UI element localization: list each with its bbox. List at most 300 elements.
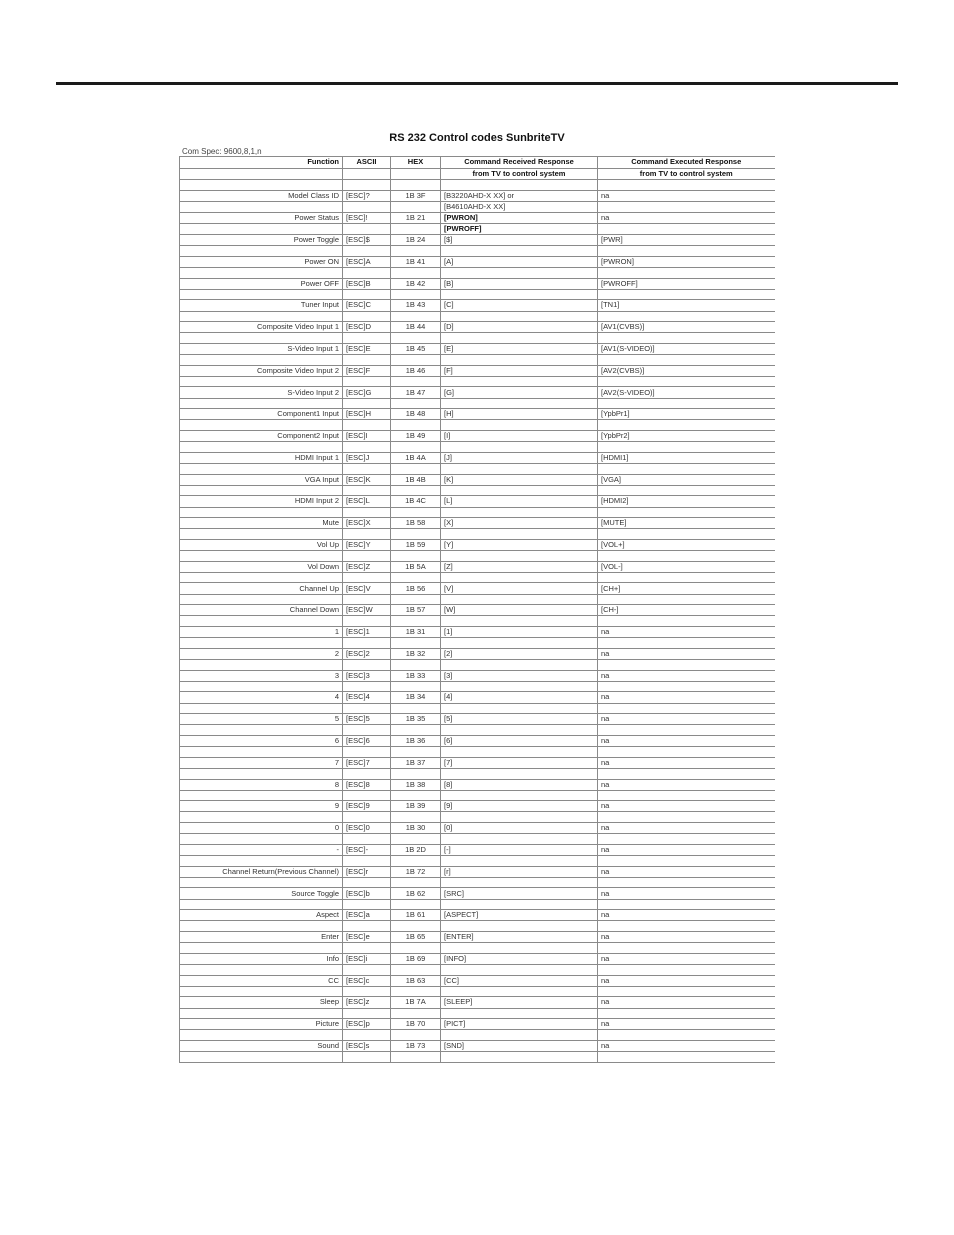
cell-function: Composite Video Input 2 (180, 365, 343, 376)
gap-row (180, 442, 775, 453)
table-row (180, 474, 775, 485)
table-row (180, 670, 775, 681)
empty-cell (343, 463, 391, 474)
cell-received: [3] (441, 670, 598, 681)
gap-row (180, 529, 775, 540)
cell-received: [4] (441, 692, 598, 703)
cell-executed: na (598, 670, 775, 681)
empty-cell (180, 223, 343, 234)
empty-cell (598, 812, 775, 823)
empty-cell (343, 986, 391, 997)
cell-ascii: [ESC]Y (343, 539, 391, 550)
cell-function: Channel Down (180, 605, 343, 616)
gap-row (180, 311, 775, 322)
empty-cell (391, 1052, 441, 1063)
empty-cell (180, 834, 343, 845)
empty-cell (441, 1052, 598, 1063)
gap-row (180, 420, 775, 431)
cell-ascii: [ESC]B (343, 278, 391, 289)
empty-cell (598, 681, 775, 692)
empty-cell (343, 1052, 391, 1063)
cell-function: Composite Video Input 1 (180, 322, 343, 333)
cell-received: [PICT] (441, 1019, 598, 1030)
empty-cell (598, 768, 775, 779)
cell-hex: 1B 4B (391, 474, 441, 485)
cell-hex: 1B 45 (391, 343, 441, 354)
empty-cell (441, 1008, 598, 1019)
cell-received: [CC] (441, 975, 598, 986)
empty-cell (598, 485, 775, 496)
empty-cell (598, 333, 775, 344)
empty-cell (391, 333, 441, 344)
cell-received: [F] (441, 365, 598, 376)
cell-ascii: [ESC]5 (343, 714, 391, 725)
cell-function: HDMI Input 1 (180, 452, 343, 463)
cell-executed: na (598, 627, 775, 638)
empty-cell (598, 986, 775, 997)
empty-cell (441, 703, 598, 714)
cell-hex: 1B 57 (391, 605, 441, 616)
cell-received: [SLEEP] (441, 997, 598, 1008)
empty-cell (391, 790, 441, 801)
empty-cell (343, 681, 391, 692)
empty-cell (598, 594, 775, 605)
cell-hex: 1B 44 (391, 322, 441, 333)
empty-cell (343, 333, 391, 344)
table-row (180, 322, 775, 333)
cell-executed: na (598, 801, 775, 812)
header-empty (391, 168, 441, 180)
cell-received: [B] (441, 278, 598, 289)
empty-cell (343, 201, 391, 212)
empty-cell (391, 638, 441, 649)
empty-cell (598, 201, 775, 212)
cell-executed: [TN1] (598, 300, 775, 311)
empty-cell (391, 311, 441, 322)
empty-cell (391, 507, 441, 518)
cell-ascii: [ESC]L (343, 496, 391, 507)
empty-cell (598, 420, 775, 431)
cell-function: 3 (180, 670, 343, 681)
cell-received: [SRC] (441, 888, 598, 899)
empty-cell (598, 376, 775, 387)
cell-received: [Y] (441, 539, 598, 550)
empty-cell (441, 572, 598, 583)
cell-received: [D] (441, 322, 598, 333)
empty-cell (180, 507, 343, 518)
empty-cell (598, 616, 775, 627)
cell-executed: [CH-] (598, 605, 775, 616)
table-row (180, 300, 775, 311)
empty-cell (391, 442, 441, 453)
cell-function: Channel Return(Previous Channel) (180, 866, 343, 877)
gap-row (180, 594, 775, 605)
cell-executed: na (598, 1040, 775, 1051)
cell-executed: na (598, 931, 775, 942)
gap-row (180, 768, 775, 779)
empty-cell (343, 376, 391, 387)
empty-cell (391, 267, 441, 278)
cell-ascii: [ESC]6 (343, 735, 391, 746)
top-rule (56, 82, 898, 85)
cell-function: Power OFF (180, 278, 343, 289)
gap-row (180, 986, 775, 997)
gap-row (180, 246, 775, 257)
cell-executed: [MUTE] (598, 518, 775, 529)
cell-received: [K] (441, 474, 598, 485)
cell-executed: [AV2(S-VIDEO)] (598, 387, 775, 398)
empty-cell (180, 463, 343, 474)
table-row (180, 1040, 775, 1051)
cell-hex: 1B 69 (391, 953, 441, 964)
cell-ascii: [ESC]E (343, 343, 391, 354)
cell-ascii: [ESC]a (343, 910, 391, 921)
empty-cell (391, 899, 441, 910)
empty-cell (441, 877, 598, 888)
table-row (180, 234, 775, 245)
empty-cell (391, 355, 441, 366)
cell-executed: [PWROFF] (598, 278, 775, 289)
empty-cell (180, 703, 343, 714)
empty-cell (441, 1030, 598, 1041)
cell-hex: 1B 31 (391, 627, 441, 638)
empty-cell (598, 877, 775, 888)
cell-executed: na (598, 714, 775, 725)
empty-cell (180, 1030, 343, 1041)
empty-cell (180, 551, 343, 562)
empty-cell (598, 899, 775, 910)
cell-executed: na (598, 190, 775, 201)
empty-cell (180, 420, 343, 431)
empty-cell (598, 660, 775, 671)
cell-ascii: [ESC]G (343, 387, 391, 398)
empty-cell (598, 943, 775, 954)
cell-hex: 1B 34 (391, 692, 441, 703)
empty-cell (343, 834, 391, 845)
table-row (180, 801, 775, 812)
empty-cell (180, 921, 343, 932)
empty-cell (441, 267, 598, 278)
empty-cell (180, 790, 343, 801)
cell-hex: 1B 35 (391, 714, 441, 725)
empty-cell (180, 376, 343, 387)
empty-cell (343, 180, 391, 191)
cell-executed: na (598, 975, 775, 986)
gap-row (180, 747, 775, 758)
spacer-row (180, 180, 775, 191)
empty-cell (441, 463, 598, 474)
empty-cell (180, 747, 343, 758)
cell-executed: na (598, 757, 775, 768)
header-empty (343, 168, 391, 180)
gap-row (180, 289, 775, 300)
cell-hex: 1B 36 (391, 735, 441, 746)
cell-function: S-Video Input 1 (180, 343, 343, 354)
gap-row (180, 551, 775, 562)
cell-hex: 1B 72 (391, 866, 441, 877)
empty-cell (180, 1008, 343, 1019)
table-row (180, 1019, 775, 1030)
cell-function: Enter (180, 931, 343, 942)
cell-ascii: [ESC]e (343, 931, 391, 942)
empty-cell (180, 964, 343, 975)
cell-received-extra: [PWROFF] (441, 223, 598, 234)
cell-hex: 1B 24 (391, 234, 441, 245)
cell-hex: 1B 5A (391, 561, 441, 572)
cell-received: [$] (441, 234, 598, 245)
gap-row (180, 790, 775, 801)
empty-cell (391, 485, 441, 496)
cell-function: - (180, 844, 343, 855)
cell-received: [I] (441, 431, 598, 442)
cell-function: 2 (180, 648, 343, 659)
gap-row (180, 856, 775, 867)
cell-function: Source Toggle (180, 888, 343, 899)
cell-received: [A] (441, 256, 598, 267)
empty-cell (180, 572, 343, 583)
cell-hex: 1B 3F (391, 190, 441, 201)
empty-cell (343, 442, 391, 453)
empty-cell (441, 289, 598, 300)
cell-received: [7] (441, 757, 598, 768)
cell-received: [X] (441, 518, 598, 529)
empty-cell (343, 398, 391, 409)
empty-cell (441, 921, 598, 932)
empty-cell (180, 856, 343, 867)
table-row (180, 714, 775, 725)
empty-cell (391, 986, 441, 997)
empty-cell (180, 289, 343, 300)
cell-received: [0] (441, 823, 598, 834)
cell-executed: [VOL-] (598, 561, 775, 572)
empty-cell (441, 420, 598, 431)
table-row (180, 866, 775, 877)
cell-hex: 1B 4C (391, 496, 441, 507)
empty-cell (391, 616, 441, 627)
empty-cell (180, 201, 343, 212)
empty-cell (180, 660, 343, 671)
cell-received: [ENTER] (441, 931, 598, 942)
gap-row (180, 463, 775, 474)
empty-cell (180, 333, 343, 344)
empty-cell (343, 529, 391, 540)
empty-cell (391, 551, 441, 562)
cell-received: [SND] (441, 1040, 598, 1051)
header-empty (180, 168, 343, 180)
cell-ascii: [ESC]V (343, 583, 391, 594)
cell-hex: 1B 49 (391, 431, 441, 442)
cell-ascii: [ESC]K (343, 474, 391, 485)
empty-cell (598, 856, 775, 867)
cell-function: Model Class ID (180, 190, 343, 201)
table-row (180, 278, 775, 289)
empty-cell (391, 201, 441, 212)
gap-row (180, 223, 775, 234)
gap-row (180, 834, 775, 845)
cell-function: 5 (180, 714, 343, 725)
empty-cell (441, 812, 598, 823)
cell-ascii: [ESC]z (343, 997, 391, 1008)
empty-cell (343, 964, 391, 975)
empty-cell (343, 1030, 391, 1041)
empty-cell (343, 267, 391, 278)
empty-cell (391, 834, 441, 845)
empty-cell (343, 572, 391, 583)
empty-cell (343, 790, 391, 801)
empty-cell (180, 681, 343, 692)
empty-cell (180, 398, 343, 409)
empty-cell (441, 398, 598, 409)
cell-received: [ASPECT] (441, 910, 598, 921)
empty-cell (343, 943, 391, 954)
gap-row (180, 398, 775, 409)
table-row (180, 583, 775, 594)
empty-cell (391, 877, 441, 888)
gap-row (180, 376, 775, 387)
cell-received: [5] (441, 714, 598, 725)
gap-row (180, 507, 775, 518)
empty-cell (343, 812, 391, 823)
cell-received: [Z] (441, 561, 598, 572)
empty-cell (391, 768, 441, 779)
gap-row (180, 355, 775, 366)
table-row (180, 823, 775, 834)
table-row (180, 518, 775, 529)
empty-cell (343, 485, 391, 496)
cell-executed: [CH+] (598, 583, 775, 594)
empty-cell (391, 246, 441, 257)
cell-ascii: [ESC]8 (343, 779, 391, 790)
cell-ascii: [ESC]4 (343, 692, 391, 703)
empty-cell (598, 507, 775, 518)
table-row (180, 779, 775, 790)
table-row (180, 256, 775, 267)
empty-cell (343, 551, 391, 562)
header-function: Function (180, 157, 343, 169)
empty-cell (343, 921, 391, 932)
cell-executed: na (598, 212, 775, 223)
cell-ascii: [ESC]1 (343, 627, 391, 638)
cell-hex: 1B 48 (391, 409, 441, 420)
cell-received: [2] (441, 648, 598, 659)
empty-cell (598, 790, 775, 801)
cell-ascii: [ESC]W (343, 605, 391, 616)
cell-hex: 1B 59 (391, 539, 441, 550)
cell-received: [PWRON] (441, 212, 598, 223)
empty-cell (391, 1008, 441, 1019)
empty-cell (441, 790, 598, 801)
empty-cell (180, 442, 343, 453)
empty-cell (391, 463, 441, 474)
empty-cell (598, 463, 775, 474)
table-row (180, 561, 775, 572)
empty-cell (441, 180, 598, 191)
empty-cell (180, 246, 343, 257)
empty-cell (441, 768, 598, 779)
cell-function: Component1 Input (180, 409, 343, 420)
cell-hex: 1B 41 (391, 256, 441, 267)
cell-received-extra: [B4610AHD-X XX] (441, 201, 598, 212)
empty-cell (598, 551, 775, 562)
empty-cell (391, 1030, 441, 1041)
empty-cell (391, 660, 441, 671)
cell-executed: [VGA] (598, 474, 775, 485)
empty-cell (391, 921, 441, 932)
empty-cell (343, 856, 391, 867)
cell-ascii: [ESC]C (343, 300, 391, 311)
cell-ascii: [ESC]3 (343, 670, 391, 681)
empty-cell (598, 1008, 775, 1019)
empty-cell (391, 398, 441, 409)
empty-cell (180, 768, 343, 779)
cell-ascii: [ESC]2 (343, 648, 391, 659)
cell-executed: na (598, 735, 775, 746)
cell-ascii: [ESC]s (343, 1040, 391, 1051)
empty-cell (598, 725, 775, 736)
empty-cell (598, 834, 775, 845)
table-row (180, 190, 775, 201)
empty-cell (391, 376, 441, 387)
table-row (180, 365, 775, 376)
empty-cell (441, 311, 598, 322)
empty-cell (180, 180, 343, 191)
cell-ascii: [ESC]? (343, 190, 391, 201)
header-executed: Command Executed Response (598, 157, 775, 169)
cell-executed: [PWRON] (598, 256, 775, 267)
table-row (180, 212, 775, 223)
cell-function: Tuner Input (180, 300, 343, 311)
empty-cell (598, 747, 775, 758)
empty-cell (441, 355, 598, 366)
cell-received: [H] (441, 409, 598, 420)
cell-function: 6 (180, 735, 343, 746)
cell-function: S-Video Input 2 (180, 387, 343, 398)
cell-ascii: [ESC]0 (343, 823, 391, 834)
empty-cell (180, 616, 343, 627)
cell-ascii: [ESC]H (343, 409, 391, 420)
header-executed-sub: from TV to control system (598, 168, 775, 180)
empty-cell (441, 856, 598, 867)
gap-row (180, 267, 775, 278)
empty-cell (343, 420, 391, 431)
empty-cell (391, 856, 441, 867)
cell-function: Vol Up (180, 539, 343, 550)
cell-executed: na (598, 866, 775, 877)
empty-cell (598, 921, 775, 932)
cell-function: Mute (180, 518, 343, 529)
cell-executed: na (598, 823, 775, 834)
cell-function: Component2 Input (180, 431, 343, 442)
table-row (180, 997, 775, 1008)
cell-received: [W] (441, 605, 598, 616)
cell-function: Aspect (180, 910, 343, 921)
empty-cell (180, 725, 343, 736)
table-header-row (180, 157, 775, 169)
cell-ascii: [ESC]F (343, 365, 391, 376)
empty-cell (180, 1052, 343, 1063)
table-row (180, 452, 775, 463)
gap-row (180, 572, 775, 583)
gap-row (180, 943, 775, 954)
empty-cell (441, 376, 598, 387)
cell-hex: 1B 4A (391, 452, 441, 463)
cell-function: Channel Up (180, 583, 343, 594)
gap-row (180, 333, 775, 344)
empty-cell (343, 703, 391, 714)
cell-ascii: [ESC]! (343, 212, 391, 223)
empty-cell (441, 899, 598, 910)
empty-cell (343, 246, 391, 257)
